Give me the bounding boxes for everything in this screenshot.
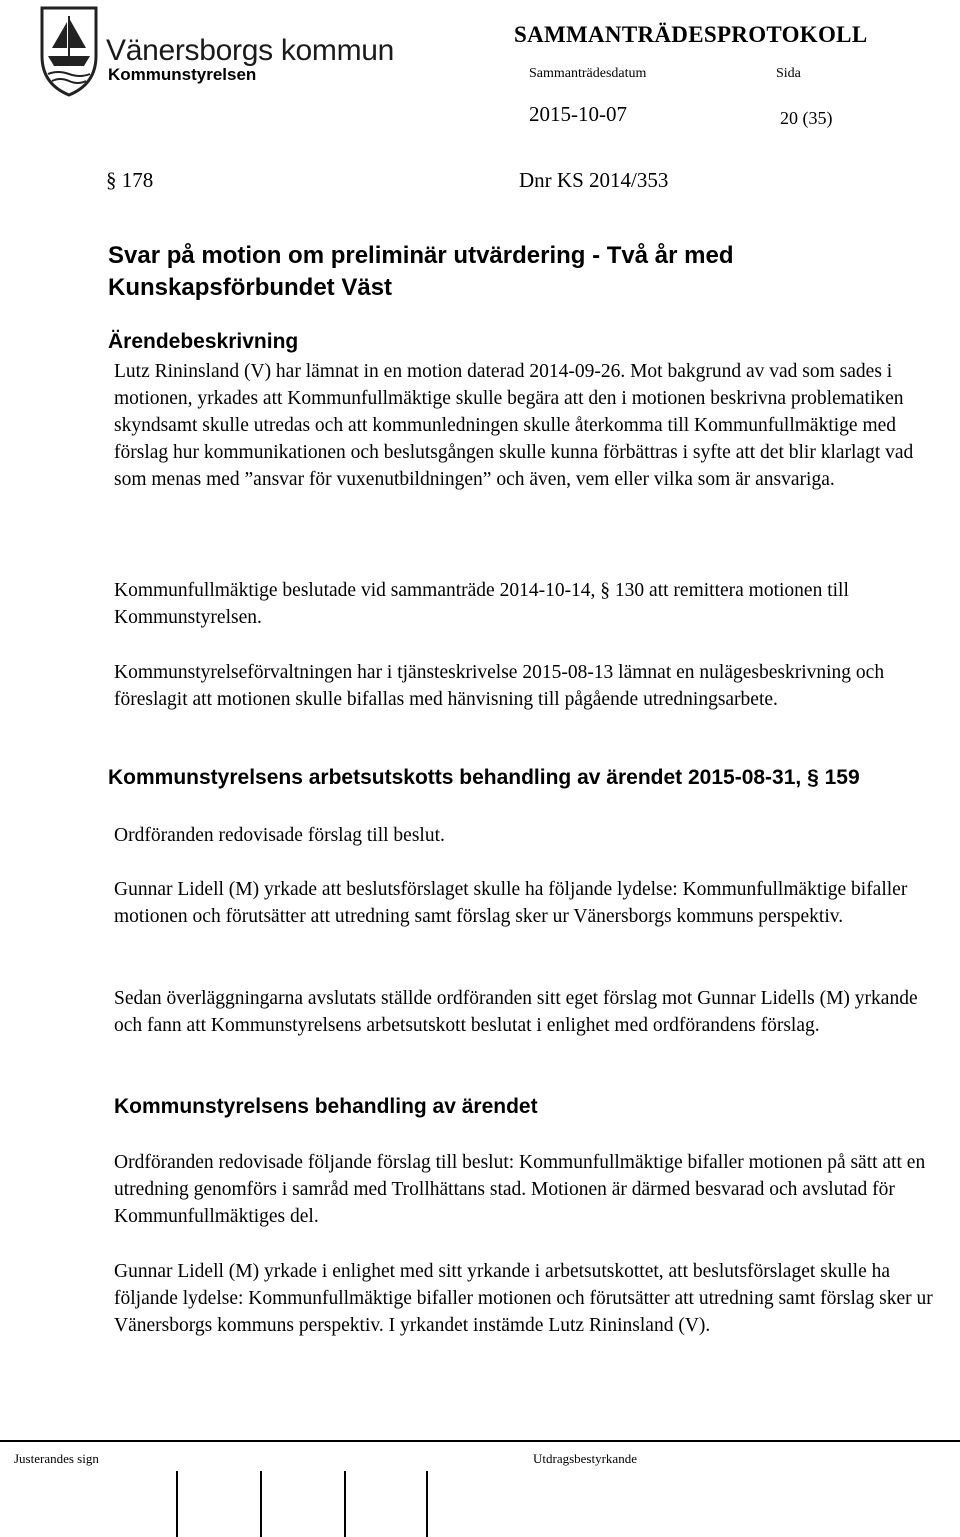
page-number: 20 (35) [780, 108, 833, 128]
document-title: SAMMANTRÄDESPROTOKOLL [514, 22, 868, 47]
municipality-coat-of-arms-icon [38, 4, 100, 98]
department-name: Kommunstyrelsen [108, 65, 257, 84]
signature-label: Justerandes sign [14, 1451, 99, 1466]
paragraph-lidell-proposal: Gunnar Lidell (M) yrkade att beslutsförslaget skulle ha följande lydelse: Kommunfullmäktige bifaller motionen och förutsätter att utredning samt förslag sker ur Vänersborgs kommuns perspektiv. [114, 879, 908, 927]
meeting-date-label: Sammanträdesdatum [529, 66, 647, 81]
section-heading-description: Ärendebeskrivning [108, 330, 299, 353]
signature-box-divider [176, 1471, 178, 1537]
signature-box-divider [426, 1471, 428, 1537]
municipality-name: Vänersborgs kommun [106, 34, 395, 67]
paragraph-referral: Kommunfullmäktige beslutade vid sammanträde 2014-10-14, § 130 att remittera motionen till Kommunstyrelsen. [114, 580, 849, 628]
paragraph-chair-decision: Ordföranden redovisade följande förslag till beslut: Kommunfullmäktige bifaller motionen på sätt att en utredning genomförs i samråd med Trollhättans stad. Motionen är därmed besvarad och avslutad för Kommunfullmäktiges del. [114, 1152, 926, 1227]
paragraph-lidell-motion: Gunnar Lidell (M) yrkade i enlighet med sitt yrkande i arbetsutskottet, att beslutsförslaget skulle ha följande lydelse: Kommunfullmäktige bifaller motionen och förutsätter att utredning samt förslag sker ur Vänersborgs kommuns perspektiv. I yrkandet instämde Lutz Rininsland (V). [114, 1261, 933, 1336]
case-title: Svar på motion om preliminär utvärdering - Två år med Kunskapsförbundet Väst [108, 242, 734, 301]
paragraph-motion: Lutz Rininsland (V) har lämnat in en motion daterad 2014-09-26. Mot bakgrund av vad som sades i motionen, yrkades att Kommunfullmäktige skulle begära att den i motionen beskrivna problematiken skyndsamt skulle utredas och att kommunledningen skulle återkomma till Kommunfullmäktige med förslag hur kommunikationen och beslutsgången skulle kunna förbättras i syfte att det blir klarlagt vad som menas med ”ansvar för vuxenutbildningen” och även, vem eller vilka som är ansvariga. [114, 361, 914, 490]
signature-box-divider [260, 1471, 262, 1537]
paragraph-decision-procedure: Sedan överläggningarna avslutats ställde ordföranden sitt eget förslag mot Gunnar Lidells (M) yrkande och fann att Kommunstyrelsens arbetsutskott beslutat i enlighet med ordförandens förslag. [114, 988, 918, 1036]
section-heading-committee: Kommunstyrelsens arbetsutskotts behandling av ärendet 2015-08-31, § 159 [108, 766, 860, 789]
extract-certification-label: Utdragsbestyrkande [533, 1451, 637, 1466]
signature-box-divider [344, 1471, 346, 1537]
meeting-date: 2015-10-07 [529, 102, 627, 126]
diary-number: Dnr KS 2014/353 [519, 168, 669, 192]
section-heading-board: Kommunstyrelsens behandling av ärendet [114, 1095, 538, 1118]
footer-divider [0, 1440, 960, 1442]
paragraph-number: § 178 [106, 168, 154, 192]
paragraph-administration: Kommunstyrelseförvaltningen har i tjänsteskrivelse 2015-08-13 lämnat en nulägesbeskrivning och föreslagit att motionen skulle bifallas med hänvisning till pågående utredningsarbete. [114, 662, 885, 710]
paragraph-chair-proposal: Ordföranden redovisade förslag till beslut. [114, 825, 445, 846]
page-label: Sida [776, 66, 801, 81]
